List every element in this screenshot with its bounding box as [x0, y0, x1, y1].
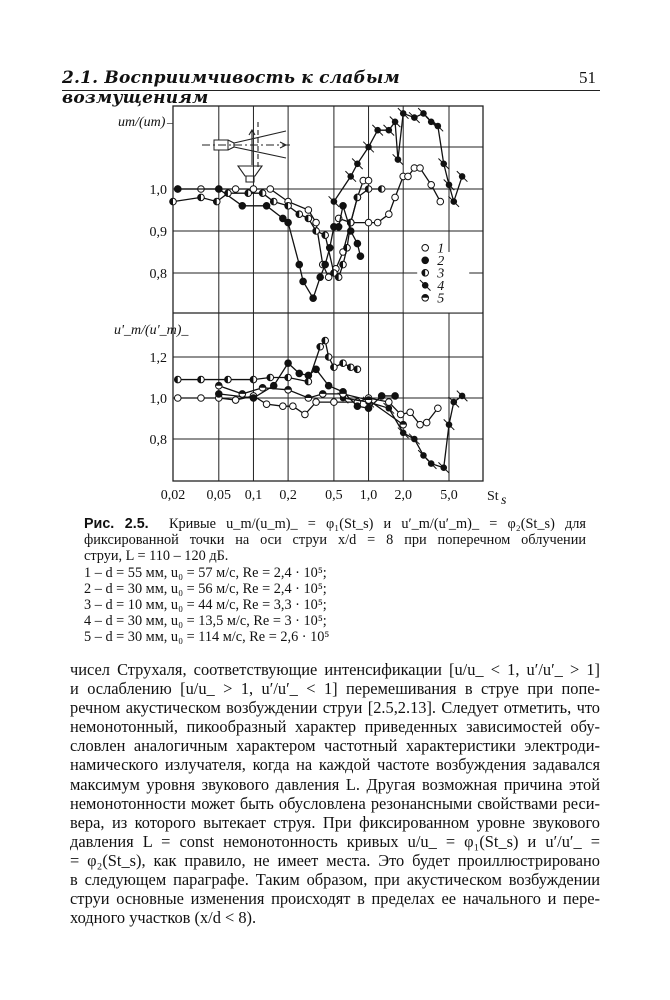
data-point-series-2	[322, 261, 329, 268]
data-point-series-2	[392, 393, 399, 400]
data-point-series-1	[386, 399, 393, 406]
data-point-series-2	[340, 203, 347, 210]
data-point-series-2	[174, 186, 181, 193]
caption-line	[84, 516, 586, 532]
x-tick-label: 0,1	[244, 488, 263, 503]
data-point-series-1	[280, 403, 287, 410]
legend-label: 3	[437, 266, 445, 282]
body-line: давления L = const немонотонность кривых u/u_ = φ₁(St_s) и u′/u′_ =	[70, 831, 600, 851]
data-point-series-1	[397, 411, 404, 418]
data-point-series-2	[357, 253, 364, 260]
data-point-series-1	[263, 401, 270, 408]
data-point-series-4-tick	[409, 112, 420, 123]
legend-label: 4	[437, 278, 445, 294]
header-title: 2.1. Восприимчивость к слабым возмущениям	[62, 68, 400, 108]
inset-speaker	[238, 166, 262, 182]
caption-legend-3: 3 – d = 10 мм, u₀ = 44 м/с, Re = 3,3 · 10⁵;	[84, 597, 327, 614]
body-line: струи основные изменения происходят в пределах ее начального и пере-	[70, 889, 600, 909]
y-tick-label-upper: 1,0	[149, 183, 167, 198]
series-line-5	[219, 386, 403, 425]
body-line: чисел Струхаля, соответствующие интенсификации [u/u_ < 1, u′/u′_ > 1]	[70, 660, 600, 679]
data-point-series-2	[296, 370, 303, 377]
data-point-series-2	[216, 391, 223, 398]
data-point-series-2	[296, 261, 303, 268]
data-point-series-2	[239, 203, 246, 210]
caption-legend-1: 1 – d = 55 мм, u₀ = 57 м/с, Re = 2,4 · 10⁵;	[84, 564, 327, 581]
data-point-series-1	[302, 411, 309, 418]
y-tick-label-lower: 1,2	[149, 351, 167, 366]
data-point-series-1	[174, 395, 181, 402]
body-line: немонотонный, пикообразный характер приведенных зависимостей обу-	[70, 717, 600, 737]
data-point-series-1	[290, 403, 297, 410]
data-point-series-2	[378, 393, 385, 400]
x-tick-label: 1,0	[359, 488, 378, 503]
y-axis-label-lower: u'_m/(u'_m)_	[114, 323, 189, 338]
caption-legend-5: 5 – d = 30 мм, u₀ = 114 м/с, Re = 2,6 · 10⁵	[84, 629, 330, 646]
x-tick-label: 5,0	[440, 488, 458, 503]
body-text	[70, 660, 600, 927]
x-tick-label: 0,5	[325, 488, 343, 503]
data-point-series-2	[285, 219, 292, 226]
data-point-series-2	[263, 203, 270, 210]
data-point-series-1	[405, 173, 412, 180]
data-point-series-4-tick	[457, 391, 468, 402]
body-line: ходного участков (x/d < 8).	[70, 908, 257, 928]
data-point-series-1	[435, 405, 442, 412]
data-point-series-4-tick	[457, 171, 468, 182]
y-axis-label-upper: um/(um)₋	[118, 115, 173, 130]
data-point-series-1	[407, 409, 414, 416]
data-point-series-1	[331, 399, 338, 406]
caption-legend-4: 4 – d = 30 мм, u₀ = 13,5 м/с, Re = 3 · 10⁵;	[84, 613, 327, 630]
data-point-series-2	[347, 228, 354, 235]
body-line: в следующем параграфе. Таким образом, при акустическом возбуждении	[70, 870, 600, 890]
data-point-series-2	[354, 403, 361, 410]
data-point-series-2	[310, 295, 317, 302]
data-point-series-1	[305, 207, 312, 214]
caption-line: фиксированной точки на оси струи x/d = 8 при поперечном облучении	[84, 532, 586, 549]
data-point-series-2	[300, 278, 307, 285]
figure-caption	[84, 516, 586, 646]
caption-line: струи, L = 110 – 120 дБ.	[84, 548, 229, 565]
data-point-series-1	[313, 219, 320, 226]
data-point-series-4-tick	[345, 171, 356, 182]
inset-sound-arrow	[249, 130, 255, 165]
page-number: 51	[579, 68, 596, 87]
data-point-series-1	[232, 397, 239, 404]
y-tick-label-lower: 0,8	[149, 433, 167, 448]
y-tick-label-upper: 0,9	[149, 225, 167, 240]
data-point-series-1	[232, 186, 239, 193]
body-line: и ослаблению [u/u_ > 1, u′/u′_ < 1] перемешивания в струе при попе-	[70, 679, 600, 699]
y-tick-label-lower: 1,0	[149, 392, 167, 407]
body-line: намического излучателя, когда на каждой частоте возбуждения задавался	[70, 755, 600, 775]
data-point-series-1	[417, 165, 424, 172]
legend-marker-1	[422, 245, 429, 252]
body-line: вера, из которого вытекает струя. При фиксированном уровне звукового	[70, 812, 600, 832]
body-line: = φ₂(St_s), как правило, не имеет места. Это будет проиллюстрировано	[70, 850, 600, 870]
data-point-series-2	[285, 360, 292, 367]
x-tick-label: 2,0	[394, 488, 412, 503]
data-point-series-1	[386, 211, 393, 218]
data-point-series-1	[313, 399, 320, 406]
data-point-series-1	[437, 198, 444, 205]
data-point-series-1	[392, 194, 399, 201]
data-point-series-1	[374, 219, 381, 226]
y-tick-label-upper: 0,8	[149, 267, 167, 282]
data-point-series-2	[317, 274, 324, 281]
body-line: максимум уровня звукового давления L. Другая возможная причина этой	[70, 774, 600, 794]
x-axis-label: St	[487, 489, 499, 504]
legend-label: 1	[437, 241, 445, 257]
data-point-series-1	[365, 219, 372, 226]
data-point-series-2	[354, 240, 361, 247]
body-line: речном акустическом возбуждении струи [2.5,2.13]. Следует отметить, что	[70, 698, 600, 718]
data-point-series-2	[250, 395, 257, 402]
caption-legend-2: 2 – d = 30 мм, u₀ = 56 м/с, Re = 2,4 · 10⁵;	[84, 580, 327, 597]
data-point-series-4-tick	[426, 458, 437, 469]
x-tick-label: 0,05	[206, 488, 232, 503]
data-point-series-1	[428, 182, 435, 189]
x-tick-label: 0,02	[160, 488, 186, 503]
data-point-series-2	[365, 405, 372, 412]
data-point-series-1	[267, 186, 274, 193]
data-point-series-1	[423, 419, 430, 426]
legend-marker-2	[422, 257, 429, 264]
data-point-series-2	[216, 186, 223, 193]
data-point-series-1	[417, 421, 424, 428]
x-axis-label-sub: s	[501, 493, 507, 508]
data-point-series-1	[198, 395, 205, 402]
data-point-series-2	[325, 382, 332, 389]
x-tick-label: 0,2	[279, 488, 297, 503]
body-line: немонотонности может быть обусловлена резонансными свойствами реси-	[70, 793, 600, 813]
caption-label: Рис. 2.5.	[84, 516, 149, 532]
data-point-series-4-tick	[352, 159, 363, 170]
data-point-series-4-tick	[448, 196, 459, 207]
data-point-series-1	[365, 177, 372, 184]
data-point-series-2	[335, 224, 342, 231]
legend-label: 2	[437, 253, 445, 269]
body-line: словлен аналогичным характером частотный характеристики электроди-	[70, 736, 600, 756]
legend-label: 5	[437, 291, 445, 307]
caption-text: Кривые u_m/(u_m)_ = φ₁(St_s) и u′_m/(u′_m)_ = φ₂(St_s) для	[168, 516, 586, 532]
